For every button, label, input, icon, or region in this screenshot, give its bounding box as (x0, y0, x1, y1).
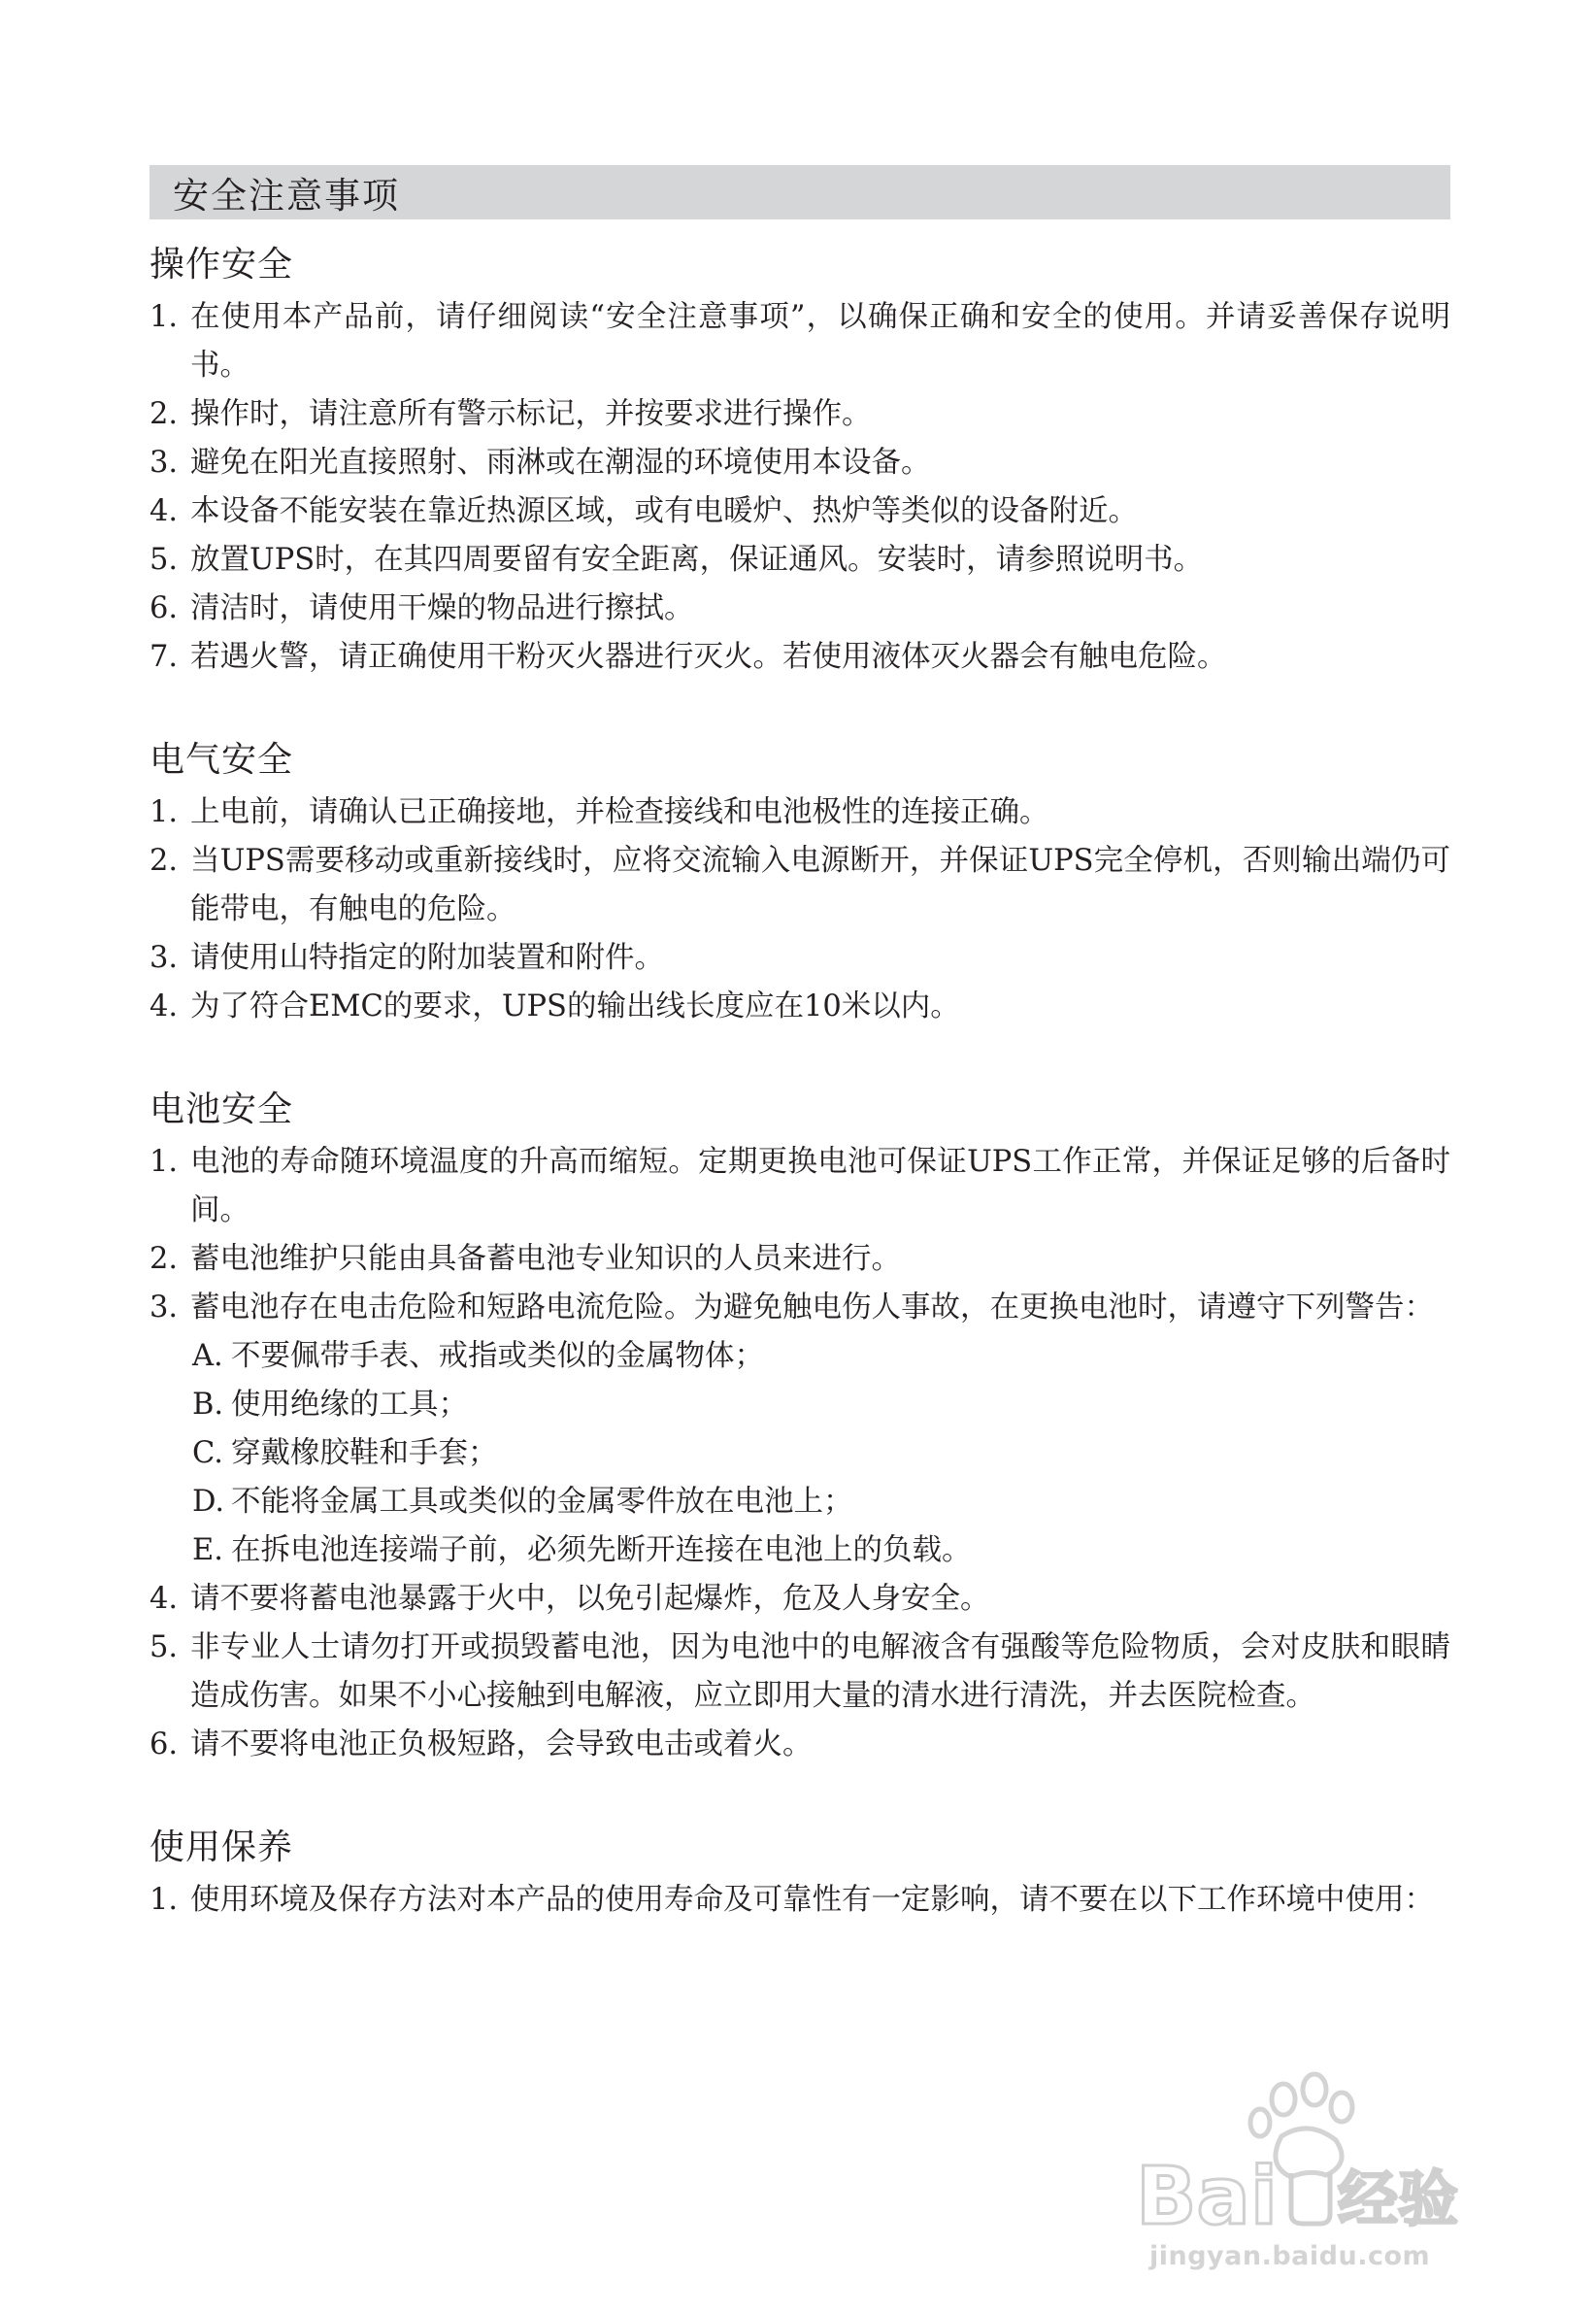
item-number: 2. (150, 1242, 179, 1276)
list-item (150, 487, 1450, 536)
svg-text:Bai: Bai (1136, 2151, 1278, 2238)
page-content (150, 165, 1450, 1925)
list-item (150, 837, 1450, 934)
list-item (150, 788, 1450, 837)
item-text: 穿戴橡胶鞋和手套； (231, 1436, 498, 1470)
item-text: 本设备不能安装在靠近热源区域，或有电暖炉、热炉等类似的设备附近。 (190, 494, 1138, 528)
section (150, 1084, 1450, 1769)
item-text: 蓄电池维护只能由具备蓄电池专业知识的人员来进行。 (190, 1242, 901, 1276)
section-heading: 电池安全 (150, 1089, 294, 1129)
item-number: 3. (150, 446, 179, 480)
item-number: 4. (150, 989, 179, 1023)
list-item (150, 1284, 1450, 1332)
sub-list-item (150, 1478, 1450, 1526)
item-text: 放置UPS时，在其四周要留有安全距离，保证通风。安装时，请参照说明书。 (190, 543, 1204, 577)
svg-text:经验: 经验 (1338, 2163, 1459, 2234)
item-number: 1. (150, 300, 179, 334)
section-heading: 电气安全 (150, 740, 294, 780)
item-number: 5. (150, 543, 179, 577)
item-number: E. (192, 1533, 223, 1567)
baidu-jingyan-watermark (1136, 2068, 1505, 2292)
section (150, 239, 1450, 682)
item-text: 请不要将蓄电池暴露于火中，以免引起爆炸，危及人身安全。 (190, 1582, 990, 1616)
watermark-url: jingyan.baidu.com (1149, 2241, 1431, 2271)
item-number: 1. (150, 795, 179, 829)
item-number: C. (192, 1436, 223, 1470)
item-text: 使用环境及保存方法对本产品的使用寿命及可靠性有一定影响，请不要在以下工作环境中使用： (190, 1883, 1434, 1917)
list-item (150, 1876, 1450, 1925)
item-number: 2. (150, 397, 179, 431)
sub-list-item (150, 1429, 1450, 1478)
item-text: 蓄电池存在电击危险和短路电流危险。为避免触电伤人事故，在更换电池时，请遵守下列警告： (190, 1291, 1434, 1324)
item-text: 非专业人士请勿打开或损毁蓄电池，因为电池中的电解液含有强酸等危险物质，会对皮肤和眼睛造成伤害。如果不小心接触到电解液，应立即用大量的清水进行清洗，并去医院检查。 (190, 1630, 1450, 1713)
page-title-text: 安全注意事项 (173, 175, 400, 217)
item-number: 3. (150, 941, 179, 975)
item-text: 当UPS需要移动或重新接线时，应将交流输入电源断开，并保证UPS完全停机，否则输出端仍可能带电，有触电的危险。 (190, 844, 1450, 926)
section (150, 1822, 1450, 1925)
page-title (150, 165, 1450, 219)
item-number: 4. (150, 494, 179, 528)
sections (150, 239, 1450, 1925)
list-item (150, 390, 1450, 439)
item-text: 请使用山特指定的附加装置和附件。 (190, 941, 664, 975)
item-number: B. (192, 1388, 224, 1422)
item-text: 为了符合EMC的要求，UPS的输出线长度应在10米以内。 (190, 989, 960, 1023)
list-item (150, 536, 1450, 585)
item-number: 6. (150, 1727, 179, 1761)
list-item (150, 585, 1450, 633)
item-number: 2. (150, 844, 179, 878)
section-heading: 使用保养 (150, 1827, 294, 1867)
sub-list-item (150, 1381, 1450, 1429)
item-text: 上电前，请确认已正确接地，并检查接线和电池极性的连接正确。 (190, 795, 1049, 829)
item-text: 使用绝缘的工具； (231, 1388, 468, 1422)
section-heading: 操作安全 (150, 245, 294, 285)
item-number: 6. (150, 591, 179, 625)
item-text: 在拆电池连接端子前，必须先断开连接在电池上的负载。 (231, 1533, 972, 1567)
list-item (150, 1138, 1450, 1235)
item-text: 不能将金属工具或类似的金属零件放在电池上； (231, 1485, 853, 1519)
item-text: 避免在阳光直接照射、雨淋或在潮湿的环境使用本设备。 (190, 446, 931, 480)
item-number: 1. (150, 1883, 179, 1917)
list-item (150, 1235, 1450, 1284)
list-item (150, 934, 1450, 983)
sub-list-item (150, 1526, 1450, 1575)
item-text: 若遇火警，请正确使用干粉灭火器进行灭火。若使用液体灭火器会有触电危险。 (190, 640, 1227, 674)
item-text: 请不要将电池正负极短路，会导致电击或着火。 (190, 1727, 813, 1761)
item-number: 5. (150, 1630, 179, 1664)
section (150, 734, 1450, 1031)
list-item (150, 439, 1450, 487)
item-number: 1. (150, 1145, 179, 1179)
list-item (150, 983, 1450, 1031)
list-item (150, 1624, 1450, 1721)
list-item (150, 1721, 1450, 1769)
item-number: D. (192, 1485, 225, 1519)
item-number: 7. (150, 640, 179, 674)
item-number: A. (192, 1339, 223, 1373)
item-number: 4. (150, 1582, 179, 1616)
item-text: 不要佩带手表、戒指或类似的金属物体； (231, 1339, 764, 1373)
item-text: 清洁时，请使用干燥的物品进行擦拭。 (190, 591, 694, 625)
item-number: 3. (150, 1291, 179, 1324)
baidu-logo-icon (1136, 2068, 1505, 2238)
item-text: 电池的寿命随环境温度的升高而缩短。定期更换电池可保证UPS工作正常，并保证足够的后备时间。 (190, 1145, 1450, 1227)
list-item (150, 633, 1450, 682)
item-text: 操作时，请注意所有警示标记，并按要求进行操作。 (190, 397, 872, 431)
list-item (150, 293, 1450, 390)
sub-list-item (150, 1332, 1450, 1381)
item-text: 在使用本产品前，请仔细阅读“安全注意事项”，以确保正确和安全的使用。并请妥善保存说明书。 (190, 300, 1450, 383)
list-item (150, 1575, 1450, 1624)
